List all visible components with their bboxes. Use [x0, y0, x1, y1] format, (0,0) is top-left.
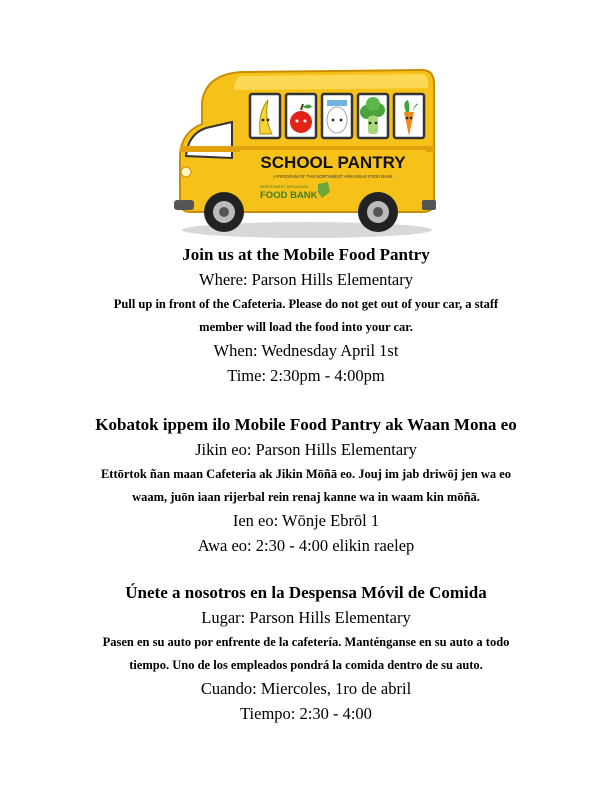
foodbank-region-text: NORTHWEST ARKANSAS — [260, 184, 309, 189]
front-wheel — [204, 192, 244, 232]
english-note-line-2: member will load the food into your car. — [199, 320, 413, 334]
marshallese-section — [0, 414, 612, 560]
english-note-line-1: Pull up in front of the Cafeteria. Please do not get out of your car, a staff — [113, 297, 499, 311]
english-where: Where: Parson Hills Elementary — [199, 270, 413, 289]
spanish-when: Cuando: Miercoles, 1ro de abril — [200, 679, 412, 698]
spanish-note-line-2: tiempo. Uno de los empleados pondrá la comida dentro de su auto. — [129, 658, 483, 672]
bus-title-text: SCHOOL PANTRY — [260, 153, 406, 172]
school-pantry-bus-logo — [172, 62, 442, 242]
marshallese-where: Jikin eo: Parson Hills Elementary — [195, 440, 417, 459]
english-heading: Join us at the Mobile Food Pantry — [182, 245, 430, 264]
english-when: When: Wednesday April 1st — [213, 341, 399, 360]
marshallese-note-line-2: waam, juōn iaan rijerbal rein renaj kanne wa in waam kin mōñā. — [132, 490, 480, 504]
spanish-time: Tiempo: 2:30 - 4:00 — [240, 704, 372, 723]
rear-wheel — [358, 192, 398, 232]
bus-subtitle-text: A PROGRAM OF THE NORTHWEST ARKANSAS FOOD BANK — [273, 174, 393, 179]
marshallese-when: Ien eo: Wōnje Ebrōl 1 — [232, 511, 380, 530]
spanish-where: Lugar: Parson Hills Elementary — [201, 608, 411, 627]
marshallese-note-line-1: Ettōrtok ñan maan Cafeteria ak Jikin Mōñā eo. Jouj im jab driwōj jen wa eo — [100, 467, 512, 481]
spanish-note-line-1: Pasen en su auto por enfrente de la cafetería. Manténganse en su auto a todo — [102, 635, 510, 649]
foodbank-name-text: FOOD BANK — [260, 190, 318, 201]
marshallese-heading: Kobatok ippem ilo Mobile Food Pantry ak Waan Mona eo — [95, 415, 517, 434]
spanish-section — [0, 582, 612, 728]
english-time: Time: 2:30pm - 4:00pm — [227, 366, 385, 385]
spanish-heading: Únete a nosotros en la Despensa Móvil de Comida — [125, 583, 487, 602]
marshallese-time: Awa eo: 2:30 - 4:00 elikin raelep — [197, 536, 415, 555]
english-section — [0, 244, 612, 390]
